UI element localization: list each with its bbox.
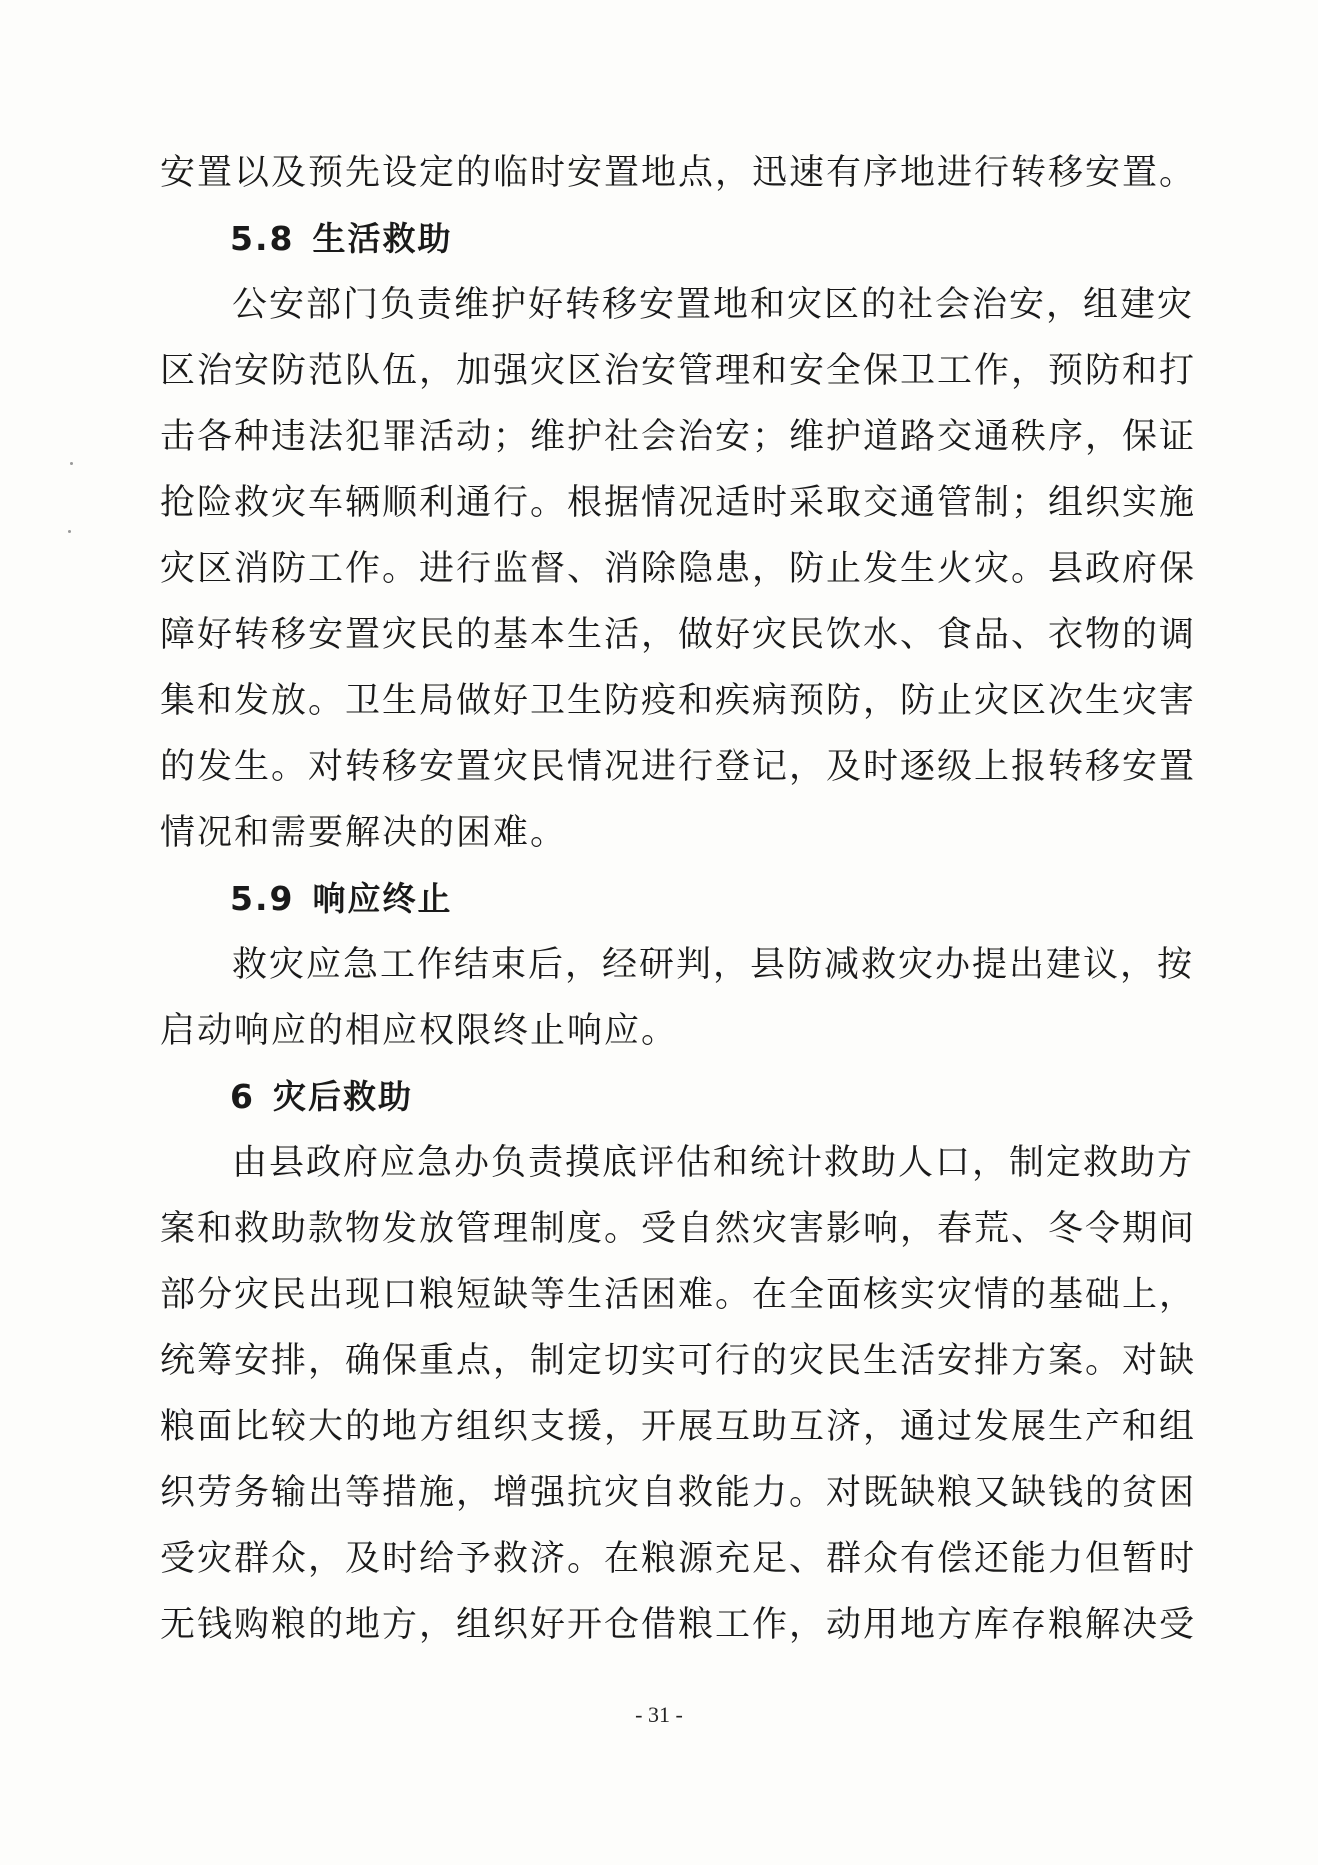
scan-speck [68,530,71,533]
section-number: 5.9 [230,879,295,918]
body-line: 织劳务输出等措施，增强抗灾自救能力。对既缺粮又缺钱的贫困 [160,1473,1197,1513]
body-line: 由县政府应急办负责摸底评估和统计救助人口，制定救助方 [232,1143,1195,1183]
section-heading-5-9 [160,866,1160,932]
body-line: 障好转移安置灾民的基本生活，做好灾民饮水、食品、衣物的调 [160,615,1197,655]
body-line: 粮面比较大的地方组织支援，开展互助互济，通过发展生产和组 [160,1407,1197,1447]
body-line: 无钱购粮的地方，组织好开仓借粮工作，动用地方库存粮解决受 [160,1605,1197,1645]
body-line: 统筹安排，确保重点，制定切实可行的灾民生活安排方案。对缺 [160,1341,1197,1381]
body-line: 区治安防范队伍，加强灾区治安管理和安全保卫工作，预防和打 [160,351,1197,391]
body-line: 安置以及预先设定的临时安置地点，迅速有序地进行转移安置。 [160,153,1197,193]
section-number: 5.8 [230,219,295,258]
page-number: - 31 - [635,1702,683,1727]
body-line: 启动响应的相应权限终止响应。 [160,1011,679,1051]
document-body [160,140,1197,1658]
body-line: 抢险救灾车辆顺利通行。根据情况适时采取交通管制；组织实施 [160,483,1197,523]
body-line: 灾区消防工作。进行监督、消除隐患，防止发生火灾。县政府保 [160,549,1197,589]
section-number: 6 [230,1077,255,1116]
body-line: 案和救助款物发放管理制度。受自然灾害影响，春荒、冬令期间 [160,1209,1197,1249]
body-line: 救灾应急工作结束后，经研判，县防减救灾办提出建议，按 [232,945,1195,985]
section-heading-6 [160,1064,1160,1130]
section-heading-5-8 [160,206,1160,272]
section-title: 响应终止 [312,879,453,918]
body-line: 受灾群众，及时给予救济。在粮源充足、群众有偿还能力但暂时 [160,1539,1197,1579]
body-line: 部分灾民出现口粮短缺等生活困难。在全面核实灾情的基础上， [160,1275,1197,1315]
body-line: 的发生。对转移安置灾民情况进行登记，及时逐级上报转移安置 [160,747,1197,787]
section-title: 生活救助 [312,219,453,258]
scan-speck [70,462,73,465]
body-line: 击各种违法犯罪活动；维护社会治安；维护道路交通秩序，保证 [160,417,1197,457]
body-line: 公安部门负责维护好转移安置地和灾区的社会治安，组建灾 [232,285,1195,325]
body-line: 集和发放。卫生局做好卫生防疫和疾病预防，防止灾区次生灾害 [160,681,1197,721]
section-title: 灾后救助 [272,1077,413,1116]
body-line: 情况和需要解决的困难。 [160,813,568,853]
